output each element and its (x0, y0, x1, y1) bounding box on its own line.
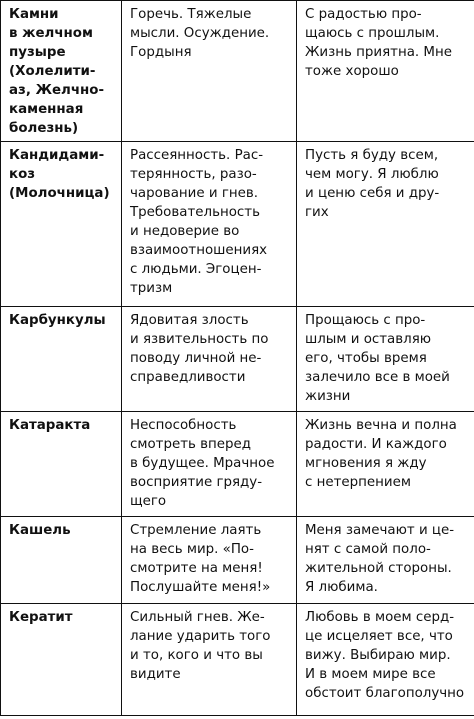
condition-name: Катаракта (1, 412, 122, 517)
condition-name: Кандидами- коз (Молочница) (1, 142, 122, 307)
table-row (1, 412, 474, 517)
table-row (1, 517, 474, 604)
condition-name: Карбункулы (1, 307, 122, 412)
table-row (1, 142, 474, 307)
affirmation: С радостью про- щаюсь с прошлым. Жизнь приятна. Мне тоже хорошо (297, 1, 474, 142)
condition-name: Кератит (1, 604, 122, 716)
affirmation: Любовь в моем серд- це исцеляет все, что вижу. Выбираю мир. И в моем мире все обстоит благополучно (297, 604, 474, 716)
condition-name: Кашель (1, 517, 122, 604)
probable-cause: Горечь. Тяжелые мысли. Осуждение. Гордыня (122, 1, 297, 142)
probable-cause: Ядовитая злость и язвительность по поводу личной не- справедливости (122, 307, 297, 412)
probable-cause: Рассеянность. Рас- терянность, разо- чарование и гнев. Требовательность и недоверие во взаимоотношениях с людьми. Эгоцен- тризм (122, 142, 297, 307)
probable-cause: Сильный гнев. Же- лание ударить того и то, кого и что вы видите (122, 604, 297, 716)
condition-name: Камни в желчном пузыре (Холелити- аз, Желчно- каменная болезнь) (1, 1, 122, 142)
probable-cause: Стремление лаять на весь мир. «По- смотрите на меня! Послушайте меня!» (122, 517, 297, 604)
table-row (1, 1, 474, 142)
probable-cause: Неспособность смотреть вперед в будущее. Мрачное восприятие гряду- щего (122, 412, 297, 517)
affirmation: Жизнь вечна и полна радости. И каждого мгновения я жду с нетерпением (297, 412, 474, 517)
affirmation: Прощаюсь с про- шлым и оставляю его, чтобы время залечило все в моей жизни (297, 307, 474, 412)
affirmation: Пусть я буду всем, чем могу. Я люблю и ценю себя и дру- гих (297, 142, 474, 307)
affirmation: Меня замечают и це- нят с самой поло- жительной стороны. Я любима. (297, 517, 474, 604)
table-row (1, 307, 474, 412)
table-row (1, 604, 474, 716)
